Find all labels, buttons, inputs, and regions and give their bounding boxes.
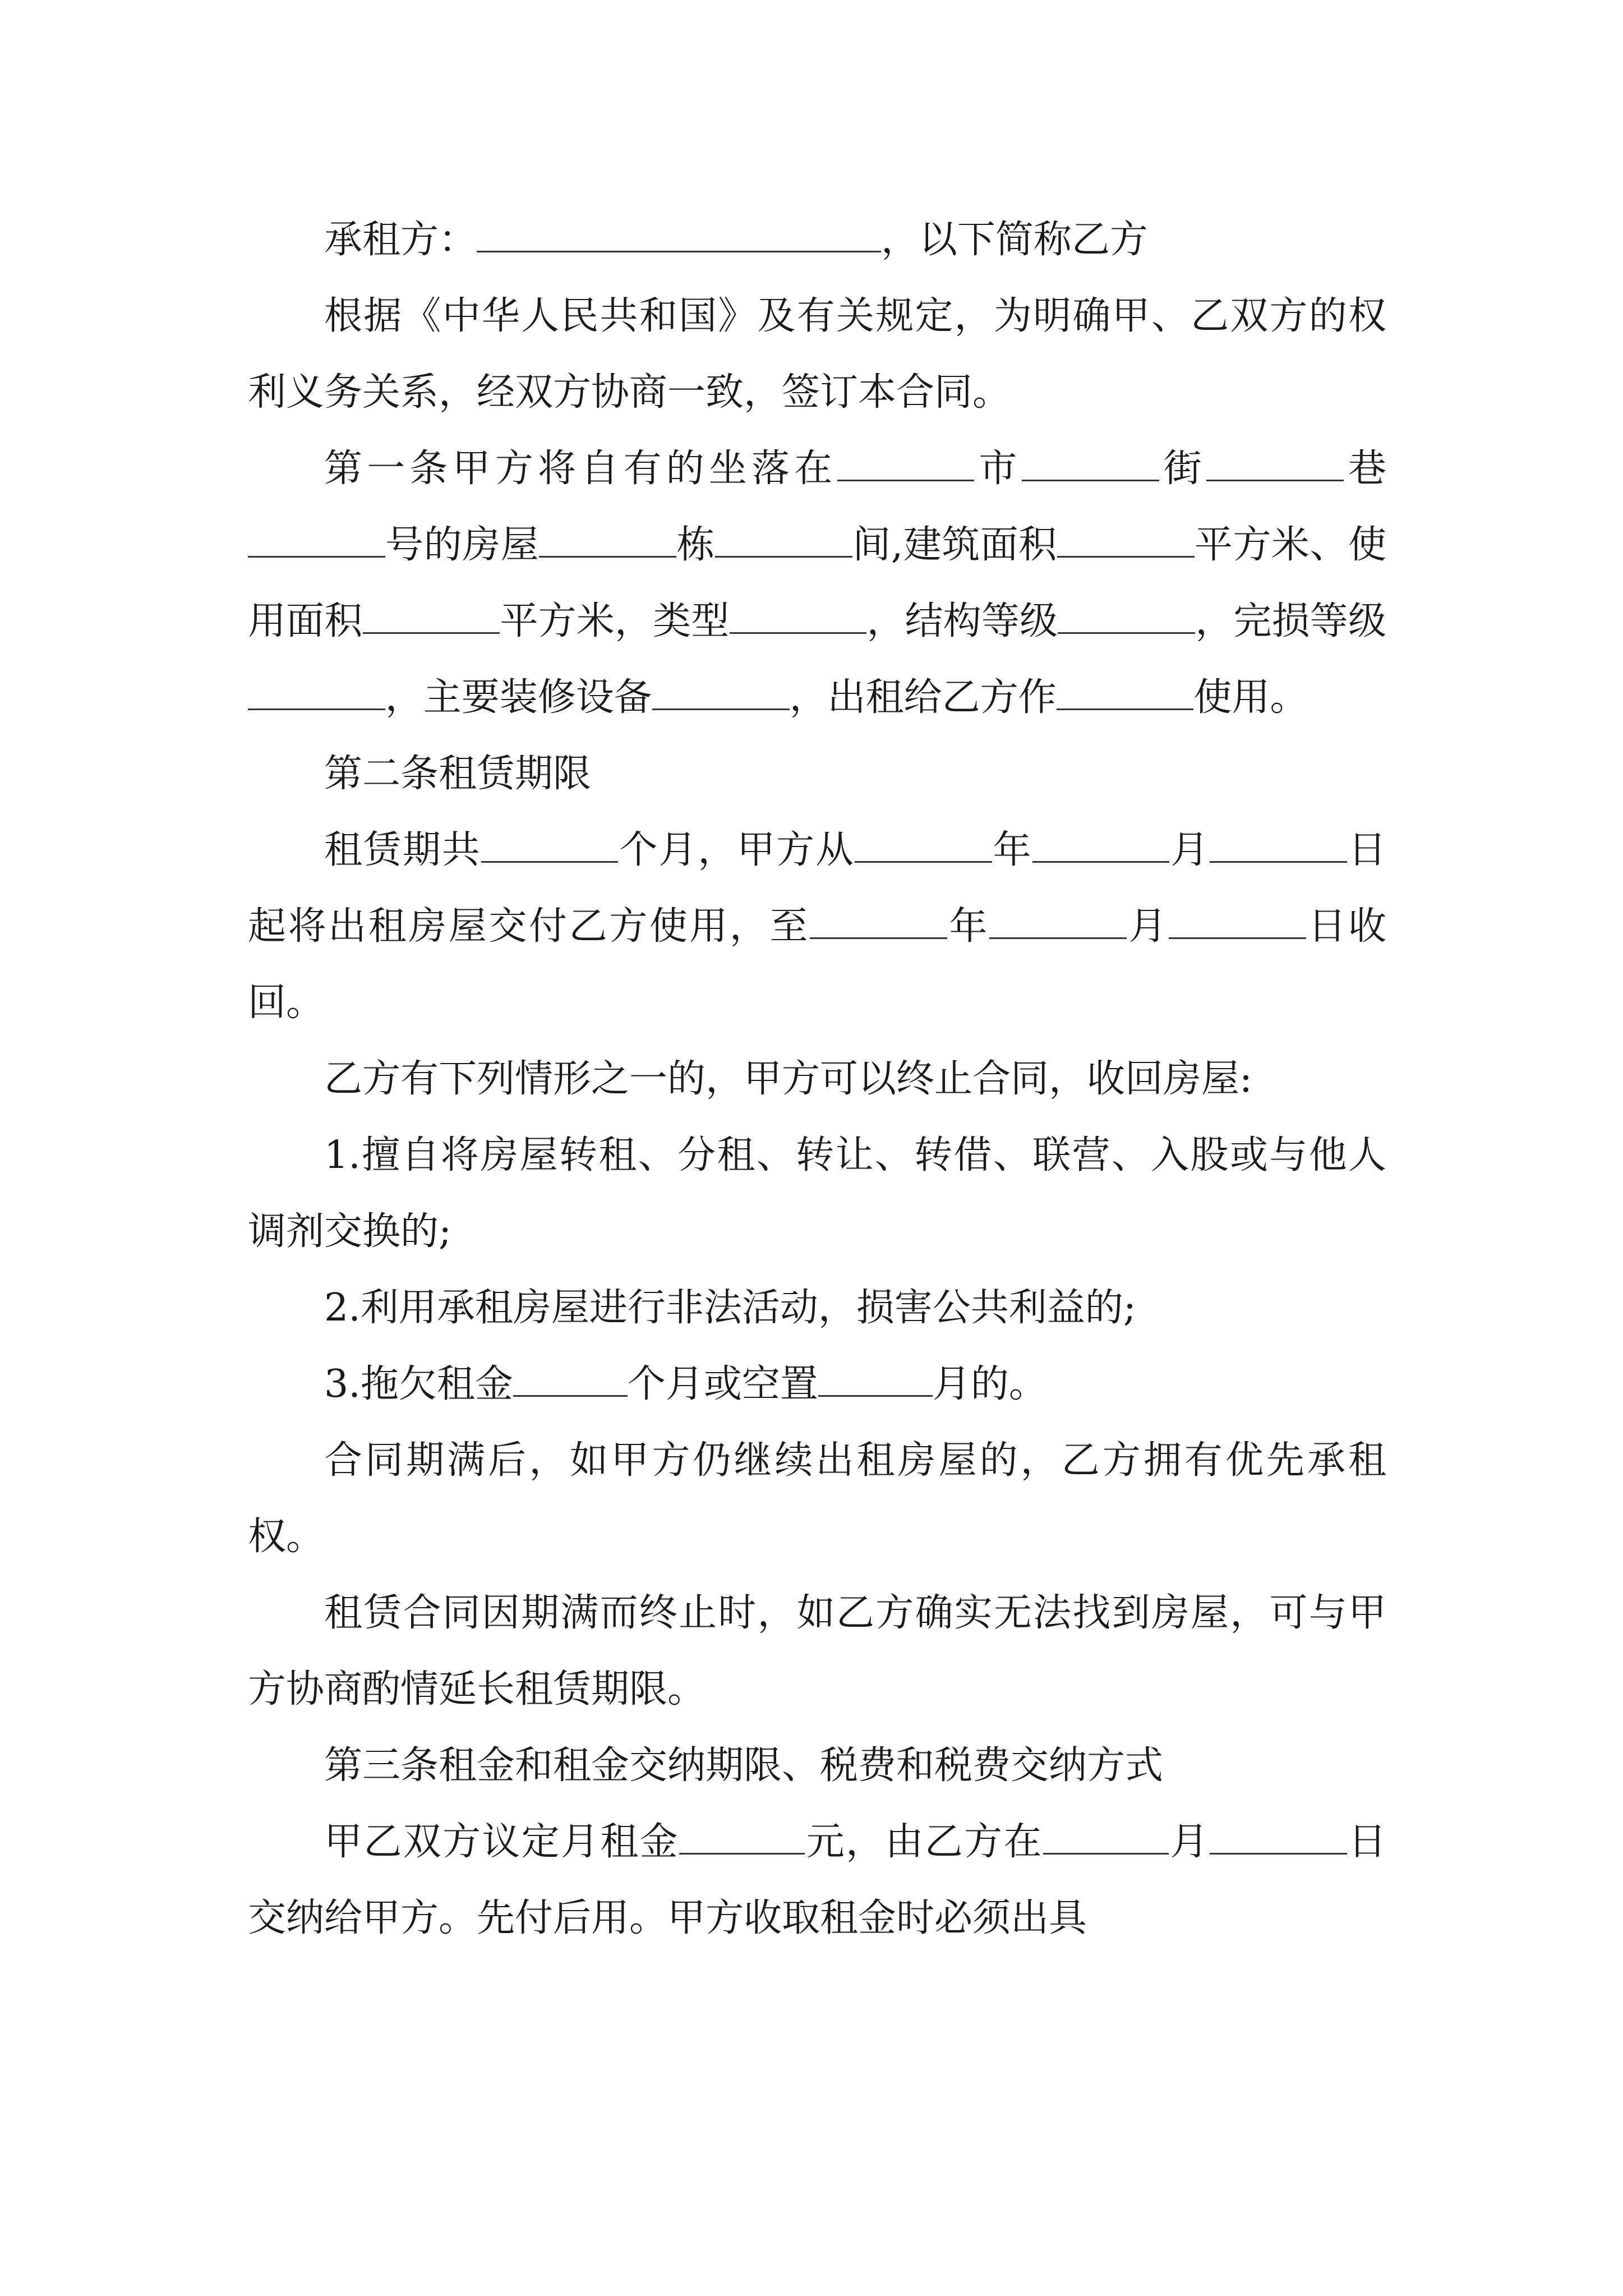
start-day-blank [1210,825,1347,863]
text: 3.拖欠租金 [324,1362,513,1406]
months-blank [481,825,619,863]
text: 巷 [1343,447,1386,491]
pay-day-blank [1210,1816,1347,1855]
text: ，完损等级 [1195,599,1386,643]
text: 个月或空置 [627,1362,818,1406]
text: 租赁期共 [324,828,481,872]
text: 月 [1169,1820,1210,1864]
text: 平方米，类型 [500,599,730,643]
text: 使用。 [1193,675,1308,720]
type-blank [730,596,867,634]
text: 月的。 [932,1362,1047,1406]
text: ，出租给乙方作 [789,675,1057,720]
article-1-paragraph [248,431,1386,736]
termination-item-2: 2.利用承租房屋进行非法活动，损害公共利益的; [324,1286,1136,1330]
intro-paragraph: 根据《中华人民共和国》及有关规定，为明确甲、乙双方的权利义务关系，经双方协商一致，签订本合同。 [248,294,1386,415]
text: 第一条甲方将自有的坐落在 [324,447,837,491]
article-2-title: 第二条租赁期限 [324,752,592,796]
priority-renewal-paragraph: 合同期满后，如甲方仍继续出租房屋的，乙方拥有优先承租权。 [248,1438,1386,1559]
text: 栋 [676,523,715,567]
street-blank [1022,443,1159,481]
equipment-blank [652,672,790,710]
document-body [248,202,1386,1957]
lessee-label: 承租方： [324,218,477,262]
start-month-blank [1032,825,1170,863]
text: 日交纳给甲方。先付后用。甲方收取租金时必须出具 [248,1820,1386,1940]
lane-blank [1206,443,1344,481]
text: ，主要装修设备 [385,675,652,720]
text: 元，由乙方在 [805,1820,1043,1864]
article-3-title: 第三条租金和租金交纳期限、税费和税费交纳方式 [324,1743,1164,1788]
termination-item-3 [248,1346,1386,1423]
end-day-blank [1169,901,1306,939]
text: 月 [1126,904,1169,949]
end-month-blank [989,901,1127,939]
text: 平方米、使用面积 [248,523,1386,643]
usable-area-blank [363,596,500,634]
purpose-blank [1057,672,1194,710]
lessee-blank [477,214,881,252]
text: 年 [992,828,1032,872]
lease-term-paragraph [248,812,1386,1041]
text: 月 [1169,828,1210,872]
city-blank [837,443,975,481]
text: 甲乙双方议定月租金 [324,1820,680,1864]
monthly-rent-blank [679,1816,805,1855]
text: 年 [947,904,990,949]
text: 日收回。 [248,904,1386,1025]
floor-area-blank [1057,519,1195,558]
arrears-months-blank [513,1359,628,1397]
text: 间,建筑面积 [852,523,1057,567]
building-blank [539,519,676,558]
number-blank [248,519,385,558]
text: 号的房屋 [385,523,540,567]
termination-intro: 乙方有下列情形之一的，甲方可以终止合同，收回房屋: [324,1057,1252,1101]
text: 街 [1159,447,1206,491]
rent-paragraph [248,1804,1386,1957]
lessee-line [248,202,1386,278]
text: 日起将出租房屋交付乙方使用，至 [248,828,1386,949]
end-year-blank [810,901,947,939]
text: 个月，甲方从 [618,828,855,872]
structure-grade-blank [1058,596,1195,634]
text: ，结构等级 [866,599,1058,643]
pay-month-blank [1043,1816,1169,1855]
termination-item-1: 1.擅自将房屋转租、分租、转让、转借、联营、入股或与他人调剂交换的; [248,1133,1386,1254]
room-blank [715,519,852,558]
start-year-blank [855,825,992,863]
lessee-suffix: ，以下简称乙方 [880,218,1148,262]
condition-grade-blank [248,672,385,710]
extension-paragraph: 租赁合同因期满而终止时，如乙方确实无法找到房屋，可与甲方协商酌情延长租赁期限。 [248,1591,1386,1711]
text: 市 [974,447,1022,491]
vacancy-months-blank [818,1359,933,1397]
